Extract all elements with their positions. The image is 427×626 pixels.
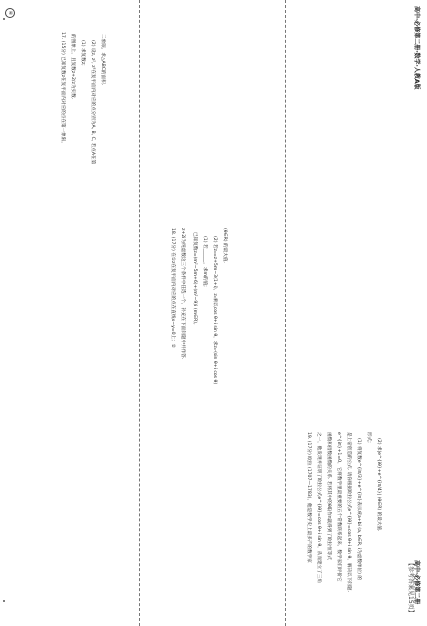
cut-line-1	[139, 0, 140, 626]
q19-line-4: e^{iπ}+1=0，它将数学里最重要的五个常数联系起来，数学家们评价它	[336, 432, 341, 582]
q19-line-5: 是上帝创造的公式. 请你根据欧拉公式e^{iθ}=cos θ+i sin θ，解决以下问题.	[346, 432, 351, 592]
q19-line-3: 函数和指数函数的关系. 若将其中的θ取作π就得到了欧拉恒等式	[326, 432, 331, 560]
q17-part-2: (2) 设z, z², z³在复平面内对应的点分别为A, B, C, 若点A在第	[90, 40, 95, 165]
q18-part-1: (1) 若______，求m的值;	[202, 236, 207, 287]
series-header-top: 高中·必修第二册·数学·人教A版	[413, 6, 420, 90]
q17-part-1: (1) 求复数z;	[80, 40, 85, 66]
q19-part-2: 形式;	[366, 432, 371, 443]
q18-line-1: 18. (17分) 在①z在复平面内对应的点在直线x−y=0上；②	[170, 228, 175, 348]
cut-line-2	[285, 0, 286, 626]
q17-part-3: 二象限，求△ABC的面积.	[100, 34, 105, 86]
q18-part-3: (θ∈R) 的最大值.	[222, 228, 227, 263]
answer-reference: 【参考答案见15页】	[407, 560, 414, 616]
q18-line-3: 已知复数z=(m²−5m+6)+(m²−9)i (m∈R),	[192, 232, 197, 325]
series-header-bottom: 高中·必修第二册	[413, 560, 420, 605]
binding-dot	[3, 18, 5, 20]
q18-line-2: z+2i为纯虚数这三个条件中任选一个，补充在下面问题中并作答.	[180, 228, 185, 360]
q19-line-2: 之一，他发现并证明了欧拉公式e^{iθ}=cos θ+i sin θ，从而建立了三角	[316, 432, 321, 583]
q19-line-1: 19. (17分) 欧拉 (1707—1783)，他是数学史上最多产的数学家	[306, 432, 311, 563]
q18-part-2: (2) 若z₀=z+5m−3(1+i)，z₀乘以cos θ+i sin θ，求z₀·(sin θ+i cos θ)	[212, 236, 217, 385]
q17-line-1: 17. (15分) 已知复数z在复平面内对应的点在第一象限，	[60, 32, 65, 146]
q17-line-2: 的图象上，且复数z+2/z为实数.	[70, 34, 75, 100]
q19-part-3: (2) 求|e^{iθ}+e^{iπ/4}| (θ∈R) 的最大值.	[376, 438, 381, 532]
binding-dot	[3, 600, 5, 602]
page-circle-number: ④	[5, 8, 15, 18]
q19-part-1: (1) 将复数e^{iπ/3}+e^{iπ}表示成a+bi (a, b∈R, i为虚数单位) 的	[356, 438, 361, 580]
